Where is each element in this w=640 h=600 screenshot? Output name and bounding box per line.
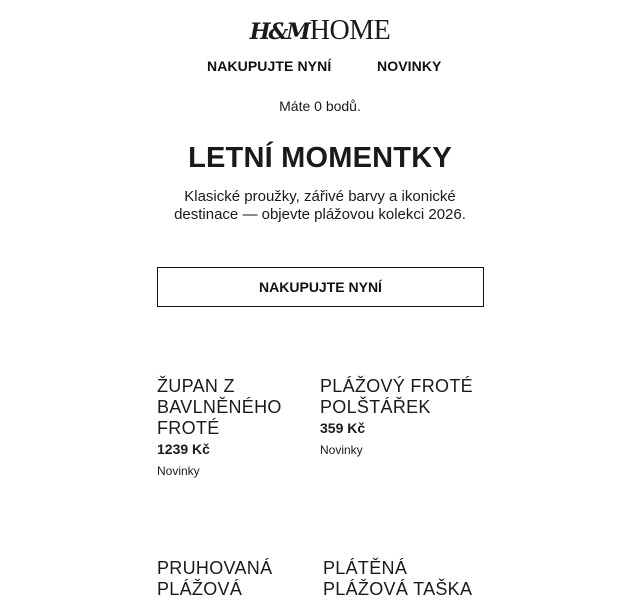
nav-new-arrivals-link[interactable]: NOVINKY: [377, 58, 442, 74]
logo-home-text: HOME: [309, 15, 391, 46]
product-name[interactable]: PLÁŽOVÝ FROTÉ POLŠTÁŘEK: [320, 376, 473, 417]
loyalty-points-text: Máte 0 bodů.: [279, 98, 361, 114]
product-name[interactable]: PRUHOVANÁ PLÁŽOVÁ: [157, 558, 273, 599]
product-name[interactable]: PLÁTĚNÁ PLÁŽOVÁ TAŠKA: [323, 558, 473, 599]
product-price: 359 Kč: [320, 420, 366, 436]
hero-description: Klasické proužky, zářivé barvy a ikonické destinace — objevte plážovou kolekci 2026.: [174, 188, 466, 223]
product-card[interactable]: [320, 376, 480, 457]
logo-hm-mark: H&M: [249, 19, 309, 45]
brand-logo[interactable]: [0, 16, 640, 50]
hero-title: LETNÍ MOMENTKY: [188, 142, 452, 174]
product-tag: Novinky: [157, 464, 200, 478]
nav-shop-now-link[interactable]: NAKUPUJTE NYNÍ: [207, 58, 332, 74]
product-card[interactable]: [157, 558, 317, 600]
product-card[interactable]: [157, 376, 317, 478]
product-tag: Novinky: [320, 443, 363, 457]
product-card[interactable]: [323, 558, 483, 600]
product-price: 1239 Kč: [157, 441, 210, 457]
product-name[interactable]: ŽUPAN Z BAVLNĚNÉHO FROTÉ: [157, 376, 282, 438]
shop-now-button[interactable]: NAKUPUJTE NYNÍ: [157, 267, 484, 307]
